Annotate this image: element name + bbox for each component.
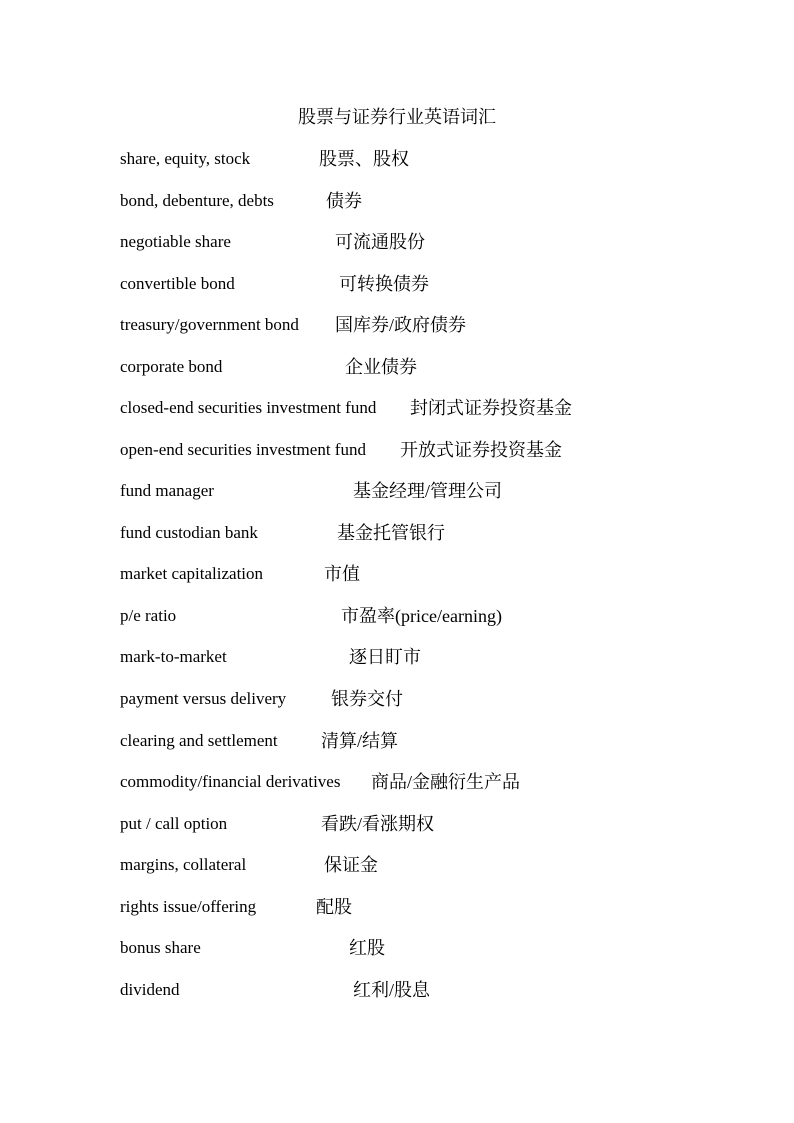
term-row [120, 147, 720, 171]
term-chinese: 清算/结算 [321, 731, 399, 751]
term-chinese: 红股 [349, 938, 385, 958]
term-english: bonus share [120, 938, 201, 957]
term-row [120, 895, 720, 919]
term-chinese: 逐日盯市 [349, 647, 421, 667]
term-english: closed-end securities investment fund [120, 398, 377, 417]
term-english: bond, debenture, debts [120, 191, 274, 210]
term-english: convertible bond [120, 274, 235, 293]
term-chinese: 保证金 [324, 855, 378, 875]
term-chinese: 国库券/政府债券 [335, 315, 467, 335]
term-row [120, 687, 720, 711]
document-title: 股票与证券行业英语词汇 [298, 107, 496, 127]
term-chinese: 基金经理/管理公司 [353, 481, 503, 501]
term-chinese: 开放式证券投资基金 [400, 440, 562, 460]
term-chinese: 基金托管银行 [337, 523, 445, 543]
term-row [120, 936, 720, 960]
term-chinese: 股票、股权 [319, 149, 409, 169]
term-english: mark-to-market [120, 647, 227, 666]
term-english: margins, collateral [120, 855, 247, 874]
term-row [120, 521, 720, 545]
term-chinese: 可转换债券 [339, 274, 429, 294]
term-english: commodity/financial derivatives [120, 772, 341, 791]
term-chinese: 债券 [326, 191, 362, 211]
term-row [120, 438, 720, 462]
term-row [120, 562, 720, 586]
term-chinese: 封闭式证券投资基金 [410, 398, 572, 418]
term-row [120, 853, 720, 877]
term-english: payment versus delivery [120, 689, 287, 708]
term-english: open-end securities investment fund [120, 440, 366, 459]
term-chinese: 银券交付 [331, 689, 403, 709]
term-row [120, 604, 720, 628]
term-row [120, 189, 720, 213]
term-chinese: 商品/金融衍生产品 [371, 772, 521, 792]
term-row [120, 272, 720, 296]
term-english: fund custodian bank [120, 523, 258, 542]
term-chinese: 配股 [316, 897, 352, 917]
term-english: p/e ratio [120, 606, 177, 625]
term-row [120, 355, 720, 379]
term-chinese: 市值 [324, 564, 360, 584]
term-chinese: 可流通股份 [335, 232, 425, 252]
term-row [120, 479, 720, 503]
term-english: treasury/government bond [120, 315, 299, 334]
term-row [120, 770, 720, 794]
term-english: fund manager [120, 481, 214, 500]
term-english: rights issue/offering [120, 897, 257, 916]
term-row [120, 729, 720, 753]
term-english: share, equity, stock [120, 149, 251, 168]
term-row [120, 812, 720, 836]
term-chinese: 红利/股息 [353, 980, 431, 1000]
term-row [120, 396, 720, 420]
term-english: put / call option [120, 814, 228, 833]
term-english: market capitalization [120, 564, 264, 583]
term-row [120, 230, 720, 254]
term-row [120, 978, 720, 1002]
term-row [120, 313, 720, 337]
term-row [120, 645, 720, 669]
term-chinese: 市盈率(price/earning) [341, 606, 502, 626]
term-english: corporate bond [120, 357, 223, 376]
term-english: negotiable share [120, 232, 231, 251]
term-english: dividend [120, 980, 180, 999]
term-english: clearing and settlement [120, 731, 278, 750]
term-chinese: 看跌/看涨期权 [321, 814, 435, 834]
term-chinese: 企业债券 [345, 357, 417, 377]
